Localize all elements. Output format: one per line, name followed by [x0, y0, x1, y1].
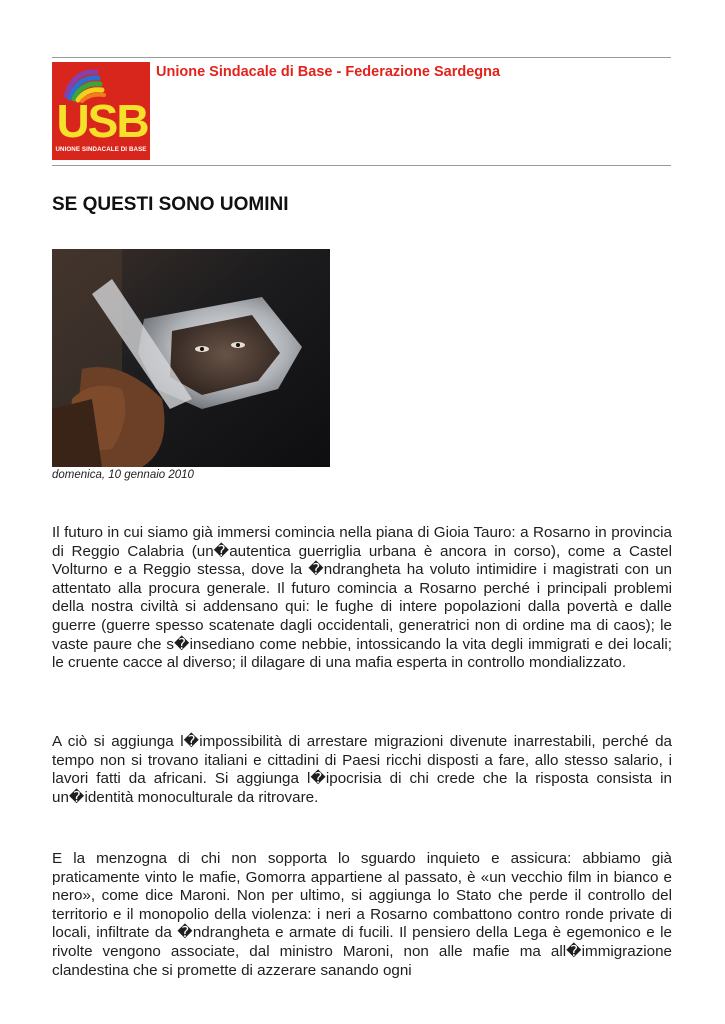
top-divider [52, 57, 671, 58]
header-bottom-divider [52, 165, 671, 166]
article-paragraph: Il futuro in cui siamo già immersi comincia nella piana di Gioia Tauro: a Rosarno in provincia di Reggio Calabria (un�autentica guerriglia urbana è ancora in corso), come a Castel Volturno e a Reggio stessa, dove la �ndrangheta ha voluto intimidire i magistrati con un attentato alla procura generale. Il futuro comincia a Rosarno perché i principali problemi della nostra civiltà si addensano qui: le fughe di intere popolazioni dalla povertà e dalle guerre (guerre spesso scatenate dagli occidentali, generatrici non di ordine ma di caos); le vaste paure che s�insediano come nebbie, intossicando la vita degli immigrati e dei locali; le cruente cacce al diverso; il dilagare di una mafia esperta in controllo mondializzato. [52, 524, 672, 672]
logo-subtitle: UNIONE SINDACALE DI BASE [55, 146, 147, 153]
organization-name: Unione Sindacale di Base - Federazione Sardegna [156, 64, 501, 80]
article-date: domenica, 10 gennaio 2010 [52, 469, 194, 481]
logo-wordmark: USB [56, 95, 148, 147]
usb-logo [52, 62, 150, 160]
article-photo [52, 249, 330, 467]
article-paragraph: E la menzogna di chi non sopporta lo sguardo inquieto e assicura: abbiamo già praticamente vinto le mafie, Gomorra appartiene al passato, è «un vecchio film in bianco e nero», come dice Maroni. Non per ultimo, si aggiunga lo Stato che perde il controllo del territorio e il monopolio della violenza: i neri a Rosarno combattono contro ronde private di locali, infiltrate da �ndrangheta e armate di fucili. Il pensiero della Lega è egemonico e le rivolte vengono associate, dal ministro Maroni, non alle mafie ma all�immigrazione clandestina che si promette di azzerare sanando ogni [52, 850, 672, 979]
mirror-reflection-image [52, 249, 330, 467]
article-paragraph: A ciò si aggiunga l�impossibilità di arrestare migrazioni divenute inarrestabili, perché da tempo non si trovano italiani e cittadini di Paesi ricchi disposti a fare, allo stesso salario, i lavori fatti da africani. Si aggiunga l�ipocrisia di chi crede che la risposta consista in un�identità monoculturale da ritrovare. [52, 733, 672, 806]
article-title: SE QUESTI SONO UOMINI [52, 194, 289, 215]
